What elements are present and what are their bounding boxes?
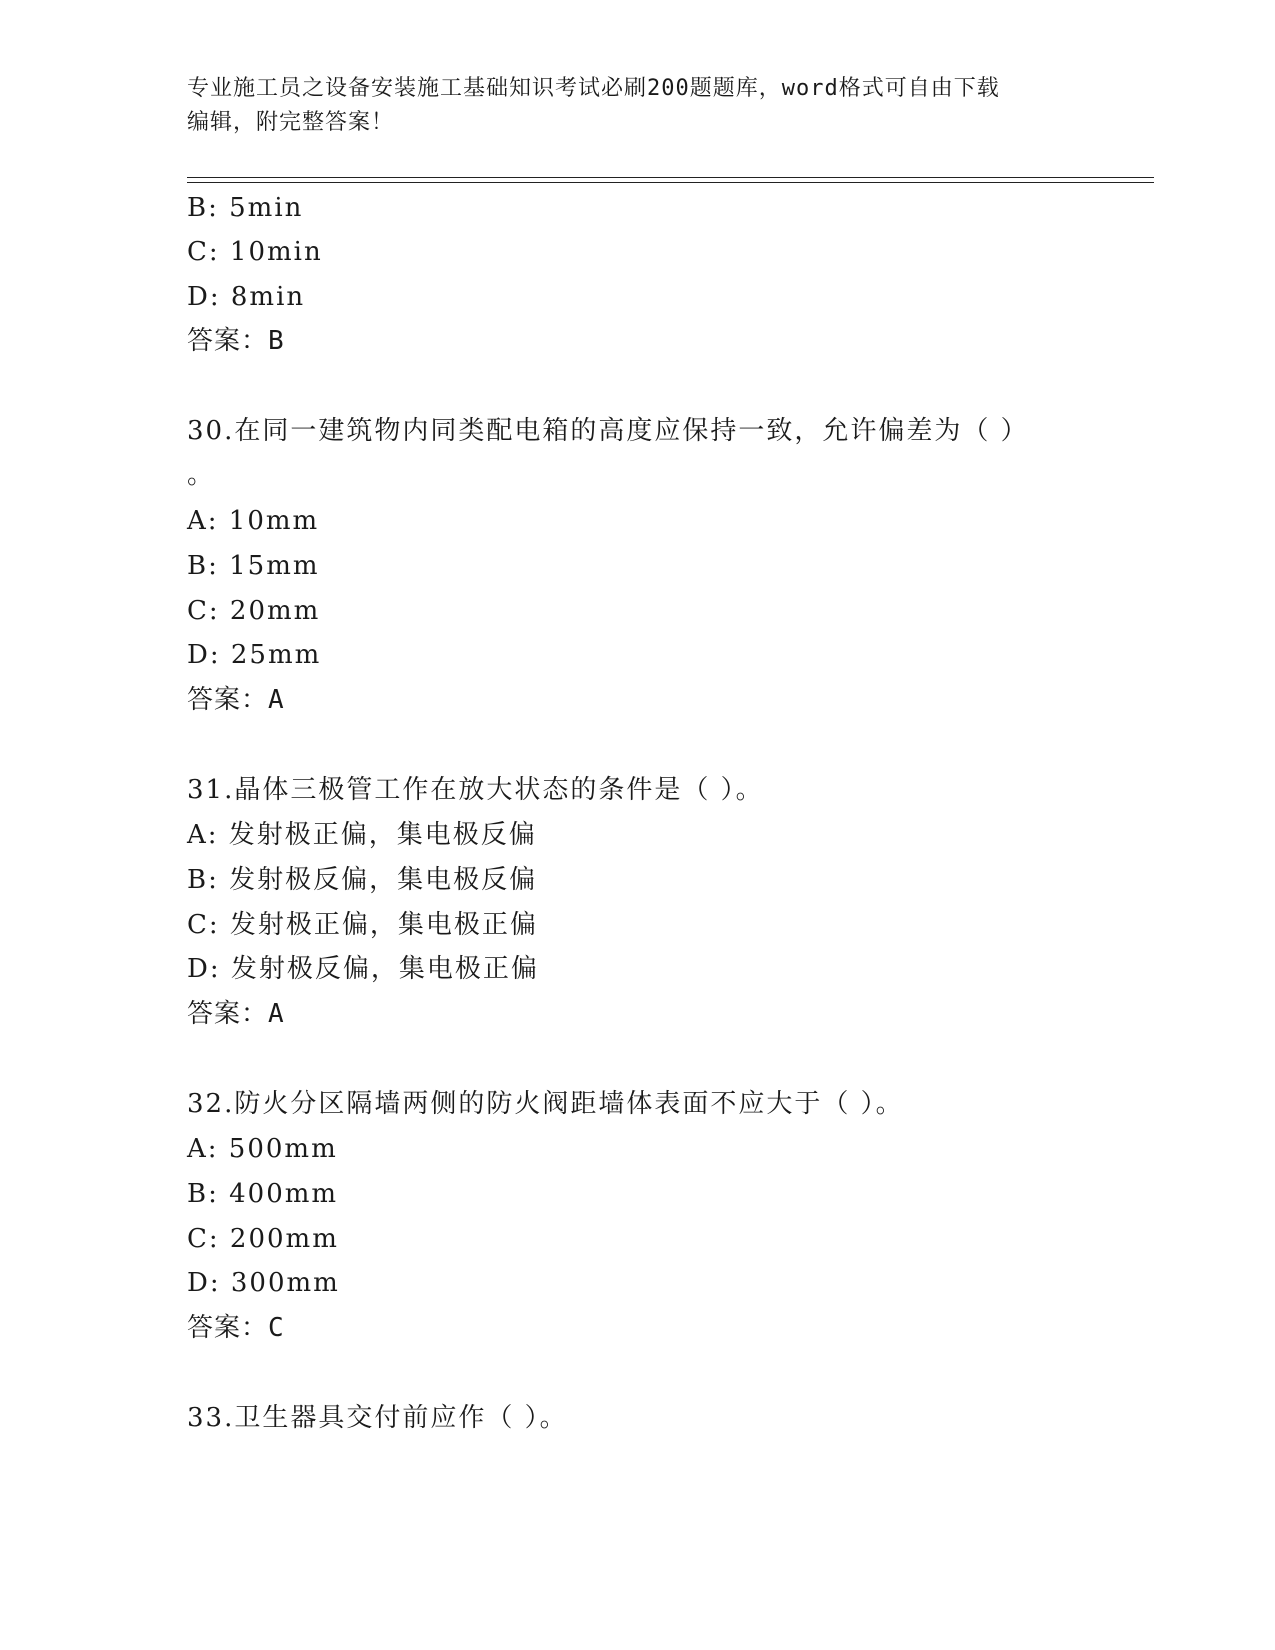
prev-answer: 答案：B (187, 326, 285, 356)
prev-option-c: C: 10min (187, 237, 323, 267)
q30-option-d: D: 25mm (187, 640, 322, 670)
q30-answer: 答案：A (187, 685, 285, 715)
q33-stem: 33.卫生器具交付前应作（ ）。 (187, 1403, 568, 1433)
q30-stem-continuation: 。 (187, 460, 216, 490)
q30-stem: 30.在同一建筑物内同类配电箱的高度应保持一致，允许偏差为（ ） (187, 416, 1029, 446)
q30-option-a: A: 10mm (187, 506, 320, 536)
q32-option-c: C: 200mm (187, 1224, 339, 1254)
q32-option-a: A: 500mm (187, 1134, 338, 1164)
q30-option-b: B: 15mm (187, 551, 320, 581)
q32-option-d: D: 300mm (187, 1268, 340, 1298)
q31-option-a: A: 发射极正偏，集电极反偏 (187, 820, 537, 850)
q31-option-d: D: 发射极反偏，集电极正偏 (187, 954, 539, 984)
q31-stem: 31.晶体三极管工作在放大状态的条件是（ ）。 (187, 775, 764, 805)
header-line-1: 专业施工员之设备安装施工基础知识考试必刷200题题库，word格式可自由下载 (187, 76, 1000, 101)
q32-stem: 32.防火分区隔墙两侧的防火阀距墙体表面不应大于（ ）。 (187, 1089, 904, 1119)
header-divider-top (187, 177, 1154, 178)
header-line-2: 编辑，附完整答案！ (187, 110, 395, 135)
header-divider-bottom (187, 182, 1154, 183)
q31-option-b: B: 发射极反偏，集电极反偏 (187, 865, 538, 895)
q31-answer: 答案：A (187, 999, 285, 1029)
q30-option-c: C: 20mm (187, 596, 321, 626)
q31-option-c: C: 发射极正偏，集电极正偏 (187, 910, 538, 940)
prev-option-b: B: 5min (187, 193, 304, 223)
q32-option-b: B: 400mm (187, 1179, 339, 1209)
document-header (187, 72, 1087, 140)
q32-answer: 答案：C (187, 1313, 285, 1343)
prev-option-d: D: 8min (187, 282, 306, 312)
